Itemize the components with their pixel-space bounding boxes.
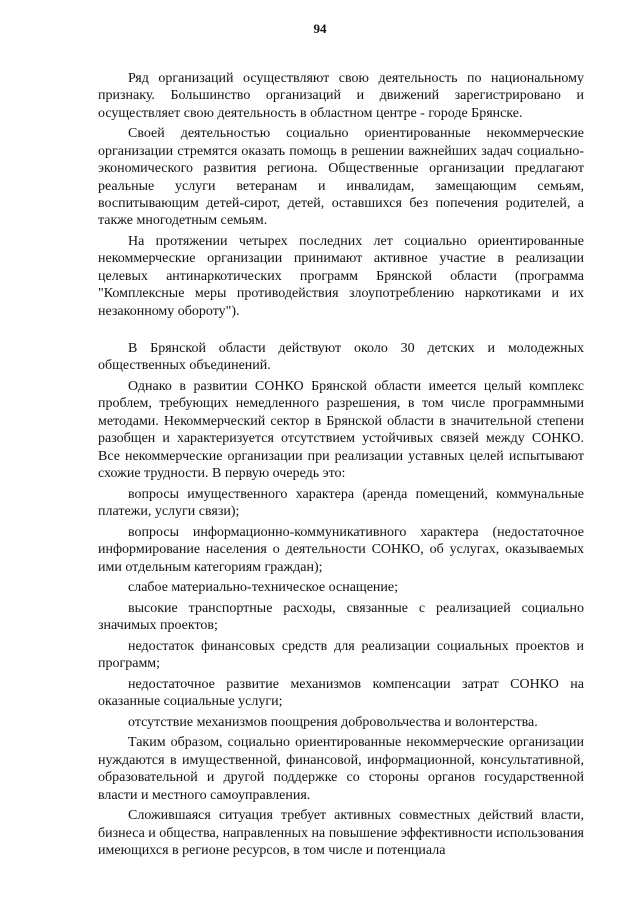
list-item-property-issues: вопросы имущественного характера (аренда помещений, коммунальные платежи, услуги связи); bbox=[98, 486, 584, 520]
list-item-volunteering: отсутствие механизмов поощрения добровольчества и волонтерства. bbox=[128, 714, 538, 730]
list-item-information-issues: вопросы информационно-коммуникативного характера (недостаточное информирование населения о деятельности СОНКО, об услугах, оказываемых ими отдельным категориям граждан); bbox=[98, 524, 584, 575]
list-item-financial-shortage: недостаток финансовых средств для реализации социальных проектов и программ; bbox=[98, 638, 584, 672]
paragraph-antidrug-programs: На протяжении четырех последних лет социально ориентированные некоммерческие организации принимают активное участие в реализации целевых антинаркотических программ Брянской области (программа "Комплексные меры противодействия злоупотреблению наркотиками и их незаконному обороту"). bbox=[98, 234, 584, 319]
document-body bbox=[98, 70, 584, 863]
paragraph-youth-associations: В Брянской области действуют около 30 детских и молодежных общественных объединений. bbox=[98, 341, 584, 374]
list-item-material-equipment: слабое материально-техническое оснащение; bbox=[128, 580, 398, 596]
paragraph-national-organizations: Ряд организаций осуществляют свою деятельность по национальному признаку. Большинство организаций и движений зарегистрировано и осуществляет свою деятельность в областном центре - городе Брянске. bbox=[98, 71, 584, 121]
paragraph-problems: Однако в развитии СОНКО Брянской области имеется целый комплекс проблем, требующих немедленного разрешения, в том числе программными методами. Некоммерческий сектор в Брянской области в значительной степени разобщен и характеризуется отсутствием устойчивых связей между СОНКО. Все некоммерческие организации при реализации уставных целей испытывают схожие трудности. В первую очередь это: bbox=[98, 379, 584, 482]
paragraph-socially-oriented-help: Своей деятельностью социально ориентированные некоммерческие организации стремятся оказать помощь в решении важнейших задач социально-экономического развития региона. Общественные организации предлагают реальные услуги ветеранам и инвалидам, замещающим семьям, воспитывающим детей-сирот, детей, оставшихся без попечения родителей, а также многодетным семьям. bbox=[98, 126, 584, 229]
paragraph-joint-actions: Сложившаяся ситуация требует активных совместных действий власти, бизнеса и общества, направленных на повышение эффективности использования имеющихся в регионе ресурсов, в том числе и потенциала bbox=[98, 808, 584, 858]
paragraph-support-needs: Таким образом, социально ориентированные некоммерческие организации нуждаются в имущественной, финансовой, информационной, консультативной, образовательной и другой поддержке со стороны органов государственной власти и местного самоуправления. bbox=[98, 735, 584, 803]
list-item-compensation: недостаточное развитие механизмов компенсации затрат СОНКО на оказанные социальные услуги; bbox=[98, 676, 584, 710]
list-item-transport-costs: высокие транспортные расходы, связанные с реализацией социально значимых проектов; bbox=[98, 600, 584, 634]
page-number: 94 bbox=[313, 21, 327, 36]
